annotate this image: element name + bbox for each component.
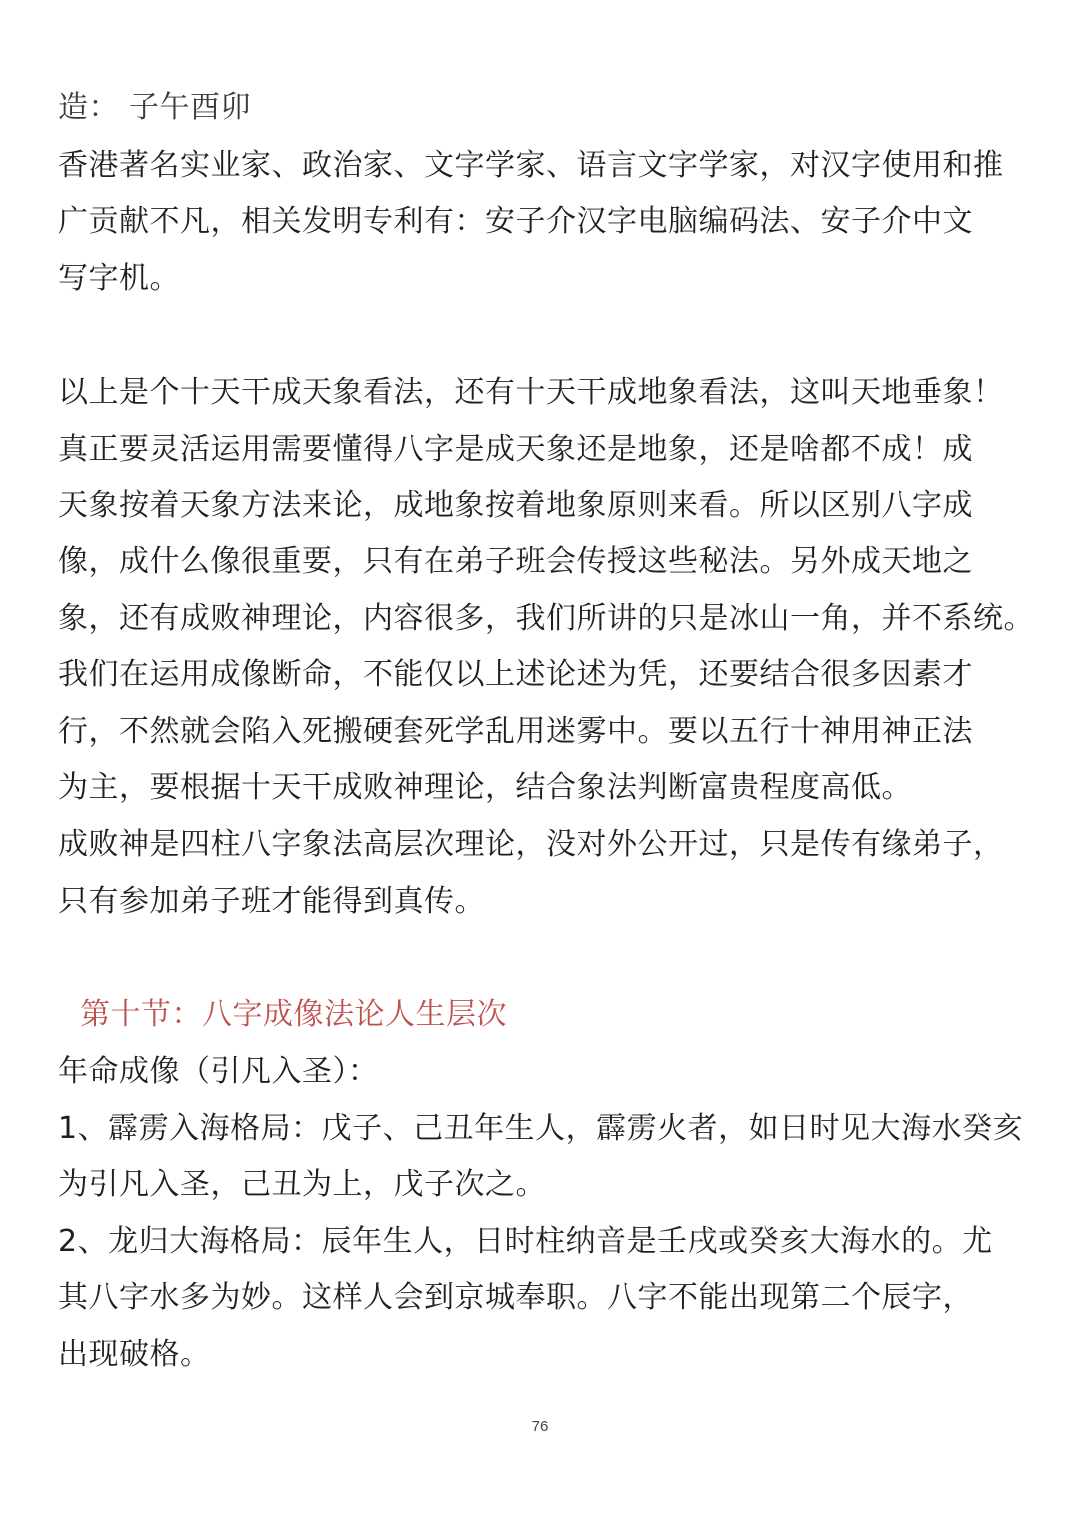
paragraph-line: 象，还有成败神理论，内容很多，我们所讲的只是冰山一角，并不系统。 — [58, 601, 1034, 636]
paragraph-line: 只有参加弟子班才能得到真传。 — [58, 884, 485, 919]
paragraph-line: 年命成像（引凡入圣）： — [58, 1054, 379, 1089]
paragraph-line: 为主，要根据十天干成败神理论，结合象法判断富贵程度高低。 — [58, 770, 912, 805]
section-heading: 第十节：八字成像法论人生层次 — [80, 997, 507, 1032]
paragraph-line: 香港著名实业家、政治家、文字学家、语言文字学家，对汉字使用和推 — [58, 148, 1004, 183]
paragraph-line: 天象按着天象方法来论，成地象按着地象原则来看。所以区别八字成 — [58, 488, 973, 523]
page-number: 76 — [531, 1418, 549, 1435]
paragraph-line: 出现破格。 — [58, 1337, 211, 1372]
paragraph-line: 写字机。 — [58, 261, 180, 296]
paragraph-line: 广贡献不凡，相关发明专利有：安子介汉字电脑编码法、安子介中文 — [58, 204, 973, 239]
paragraph-line: 成败神是四柱八字象法高层次理论，没对外公开过，只是传有缘弟子， — [58, 827, 1004, 862]
paragraph-line: 行，不然就会陷入死搬硬套死学乱用迷雾中。要以五行十神用神正法 — [58, 714, 973, 749]
paragraph-line: 像，成什么像很重要，只有在弟子班会传授这些秘法。另外成天地之 — [58, 544, 973, 579]
paragraph-line: 以上是个十天干成天象看法，还有十天干成地象看法，这叫天地垂象！ — [58, 375, 1004, 410]
bazi-pillars-line: 造： 子午酉卯 — [58, 90, 252, 125]
paragraph-line: 我们在运用成像断命，不能仅以上述论述为凭，还要结合很多因素才 — [58, 657, 973, 692]
paragraph-line: 2、龙归大海格局：辰年生人，日时柱纳音是壬戌或癸亥大海水的。尤 — [58, 1224, 993, 1259]
paragraph-line: 真正要灵活运用需要懂得八字是成天象还是地象，还是啥都不成！成 — [58, 432, 973, 467]
paragraph-line: 其八字水多为妙。这样人会到京城奉职。八字不能出现第二个辰字， — [58, 1280, 973, 1315]
paragraph-line: 为引凡入圣，己丑为上，戊子次之。 — [58, 1167, 546, 1202]
paragraph-line: 1、霹雳入海格局：戊子、己丑年生人，霹雳火者，如日时见大海水癸亥 — [58, 1111, 1024, 1146]
